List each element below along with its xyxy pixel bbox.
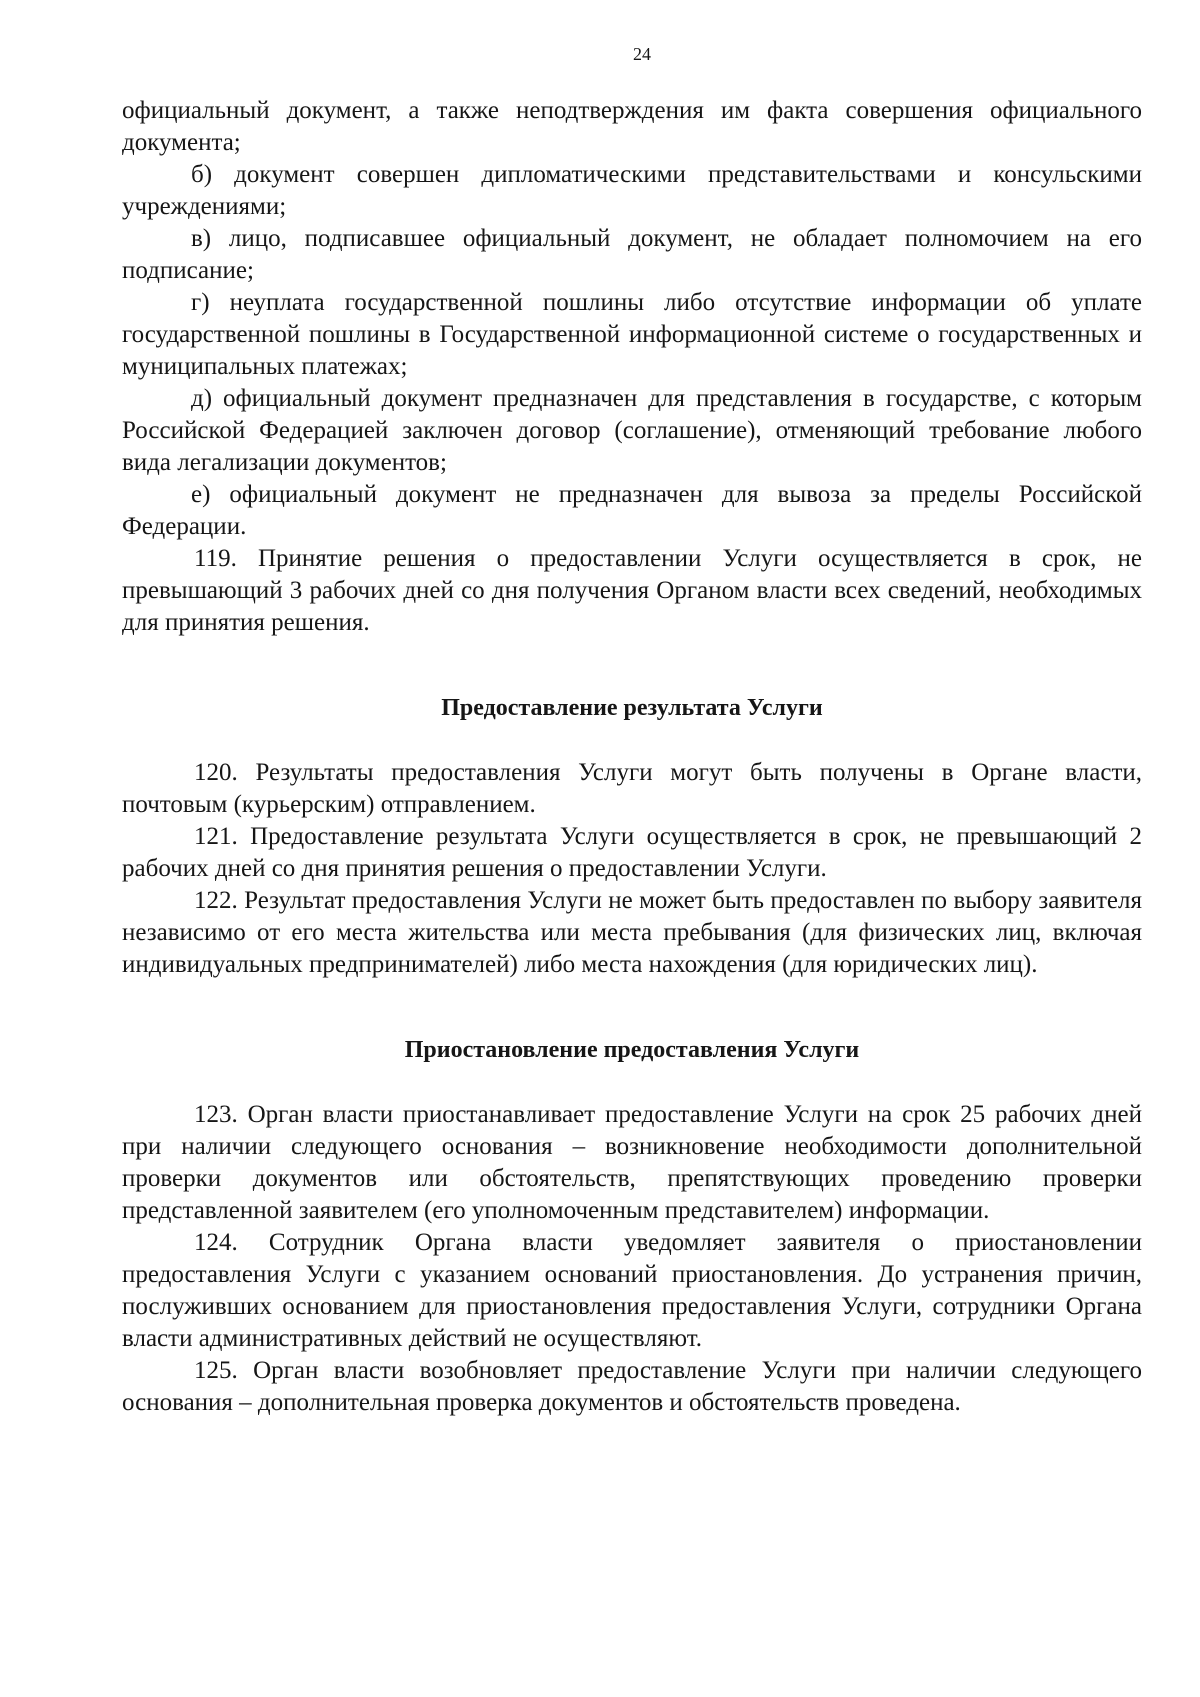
paragraph-122: 122. Результат предоставления Услуги не может быть предоставлен по выбору заявителя независимо от его места жительства или места пребывания (для физических лиц, включая индивидуальных предпринимателей) либо места нахождения (для юридических лиц).	[122, 887, 1142, 978]
paragraph-123: 123. Орган власти приостанавливает предоставление Услуги на срок 25 рабочих дней при наличии следующего основания – возникновение необходимости дополнительной проверки документов или обстоятельств, препятствующих проведению проверки представленной заявителем (его уполномоченным представителем) информации.	[122, 1101, 1142, 1224]
paragraph-121: 121. Предоставление результата Услуги осуществляется в срок, не превышающий 2 рабочих дней со дня принятия решения о предоставлении Услуги.	[122, 823, 1142, 882]
section-block-3	[122, 1099, 1142, 1419]
paragraph-item-v: в) лицо, подписавшее официальный документ, не обладает полномочием на его подписание;	[122, 225, 1142, 284]
paragraph-119: 119. Принятие решения о предоставлении Услуги осуществляется в срок, не превышающий 3 рабочих дней со дня получения Органом власти всех сведений, необходимых для принятия решения.	[122, 545, 1142, 636]
paragraph-item-e: е) официальный документ не предназначен для вывоза за пределы Российской Федерации.	[122, 481, 1142, 540]
page-number: 24	[633, 44, 651, 64]
paragraph-item-d: д) официальный документ предназначен для представления в государстве, с которым Российской Федерацией заключен договор (соглашение), отменяющий требование любого вида легализации документов;	[122, 385, 1142, 476]
section-block-2	[122, 757, 1142, 981]
section-heading-suspension: Приостановление предоставления Услуги	[404, 1037, 860, 1063]
paragraph-continuation: официальный документ, а также неподтверждения им факта совершения официального документа;	[122, 97, 1142, 156]
paragraph-124: 124. Сотрудник Органа власти уведомляет заявителя о приостановлении предоставления Услуги с указанием оснований приостановления. До устранения причин, послуживших основанием для приостановления предоставления Услуги, сотрудники Органа власти административных действий не осуществляют.	[122, 1229, 1142, 1352]
paragraph-125: 125. Орган власти возобновляет предоставление Услуги при наличии следующего основания – дополнительная проверка документов и обстоятельств проведена.	[122, 1357, 1142, 1416]
section-block-1	[122, 95, 1142, 639]
paragraph-item-g: г) неуплата государственной пошлины либо отсутствие информации об уплате государственной пошлины в Государственной информационной системе о государственных и муниципальных платежах;	[122, 289, 1142, 380]
section-heading-result: Предоставление результата Услуги	[441, 695, 823, 721]
paragraph-item-b: б) документ совершен дипломатическими представительствами и консульскими учреждениями;	[122, 161, 1142, 220]
paragraph-120: 120. Результаты предоставления Услуги могут быть получены в Органе власти, почтовым (курьерским) отправлением.	[122, 759, 1142, 818]
